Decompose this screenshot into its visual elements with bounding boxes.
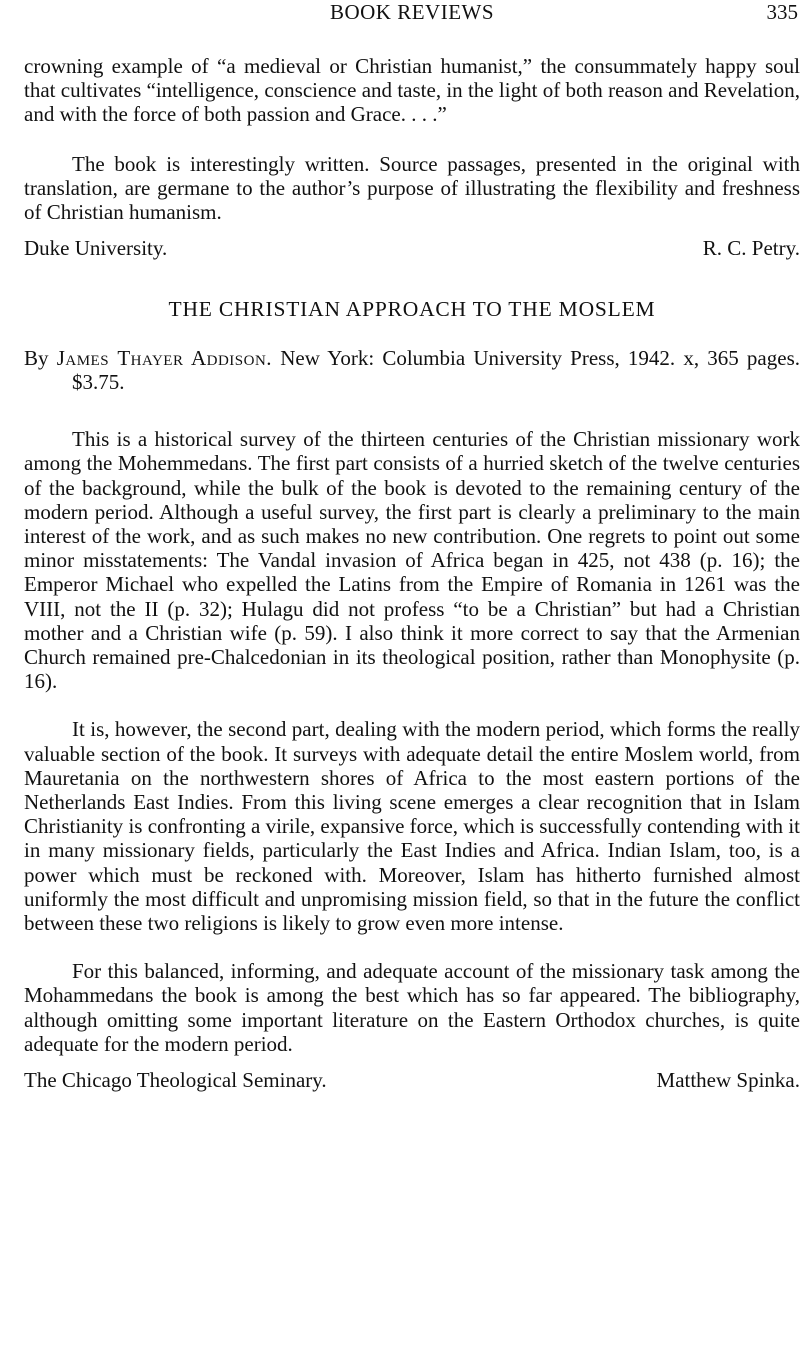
book-author: James Thayer Addison. [56,346,273,371]
review-paragraph-1: This is a historical survey of the thirteen centuries of the Christian missionary work among the Mohemmedans. The first part consists of a hurried sketch of the twelve centuries of the background, while the bulk of the book is devoted to the remaining century of the modern period. Although a useful survey, the first part is clearly a preliminary to the main interest of the work, and as such makes no new contribution. One regrets to point out some minor misstatements: The Vandal invasion of Africa began in 425, not 438 (p. 16); the Emperor Michael who expelled the Latins from the Empire of Romania in 1261 was the VIII, not the II (p. 32); Hulagu did not profess “to be a Christian” but had a Christian mother and a Christian wife (p. 59). I also think it more correct to say that the Armenian Church remained pre-Chalcedonian in its theological position, rather than Monophysite (p. 16). [24,427,800,694]
prev-review-institution: Duke University. [24,236,168,261]
review-paragraph-3: For this balanced, informing, and adequate account of the missionary task among the Mohammedans the book is among the best which has so far appeared. The bibliography, although omitting some important literature on the Eastern Orthodox churches, is quite adequate for the modern period. [24,959,800,1056]
publication-details: New York: Columbia University Press, 1942. x, 365 pages. $3.75. [72,346,800,395]
running-head [24,0,800,24]
journal-page [24,0,800,1092]
review-institution: The Chicago Theological Seminary. [24,1068,327,1093]
page-number: 335 [766,0,798,24]
prev-review-paragraph-2: The book is interestingly written. Source passages, presented in the original with translation, are germane to the author’s purpose of illustrating the flexibility and freshness of Christian humanism. [24,151,800,225]
review-reviewer: Matthew Spinka. [656,1068,800,1093]
prev-review-signature [24,236,800,260]
review-paragraph-2: It is, however, the second part, dealing with the modern period, which forms the really valuable section of the book. It surveys with adequate detail the entire Moslem world, from Mauretania on the northwestern shores of Africa to the most eastern portions of the Netherlands East Indies. From this living scene emerges a clear recognition that in Islam Christianity is confronting a virile, expansive force, which is successfully contending with it in many missionary fields, particularly the East Indies and Africa. Indian Islam, too, is a power which must be reckoned with. Moreover, Islam has hitherto furnished almost uniformly the most difficult and unpromising mission field, so that in the future the conflict between these two religions is likely to grow even more intense. [24,717,800,936]
prev-review-paragraph-1: crowning example of “a medieval or Christian humanist,” the consummately happy soul that cultivates “intelligence, conscience and taste, in the light of both reason and Revelation, and with the force of both passion and Grace. . . .” [24,54,800,127]
prev-review-reviewer: R. C. Petry. [702,236,800,261]
bibliographic-entry [24,346,800,394]
byline-prefix: By [24,346,49,371]
review-signature [24,1068,800,1092]
running-head-title: BOOK REVIEWS [329,0,495,24]
review-title: THE CHRISTIAN APPROACH TO THE MOSLEM [168,297,656,322]
